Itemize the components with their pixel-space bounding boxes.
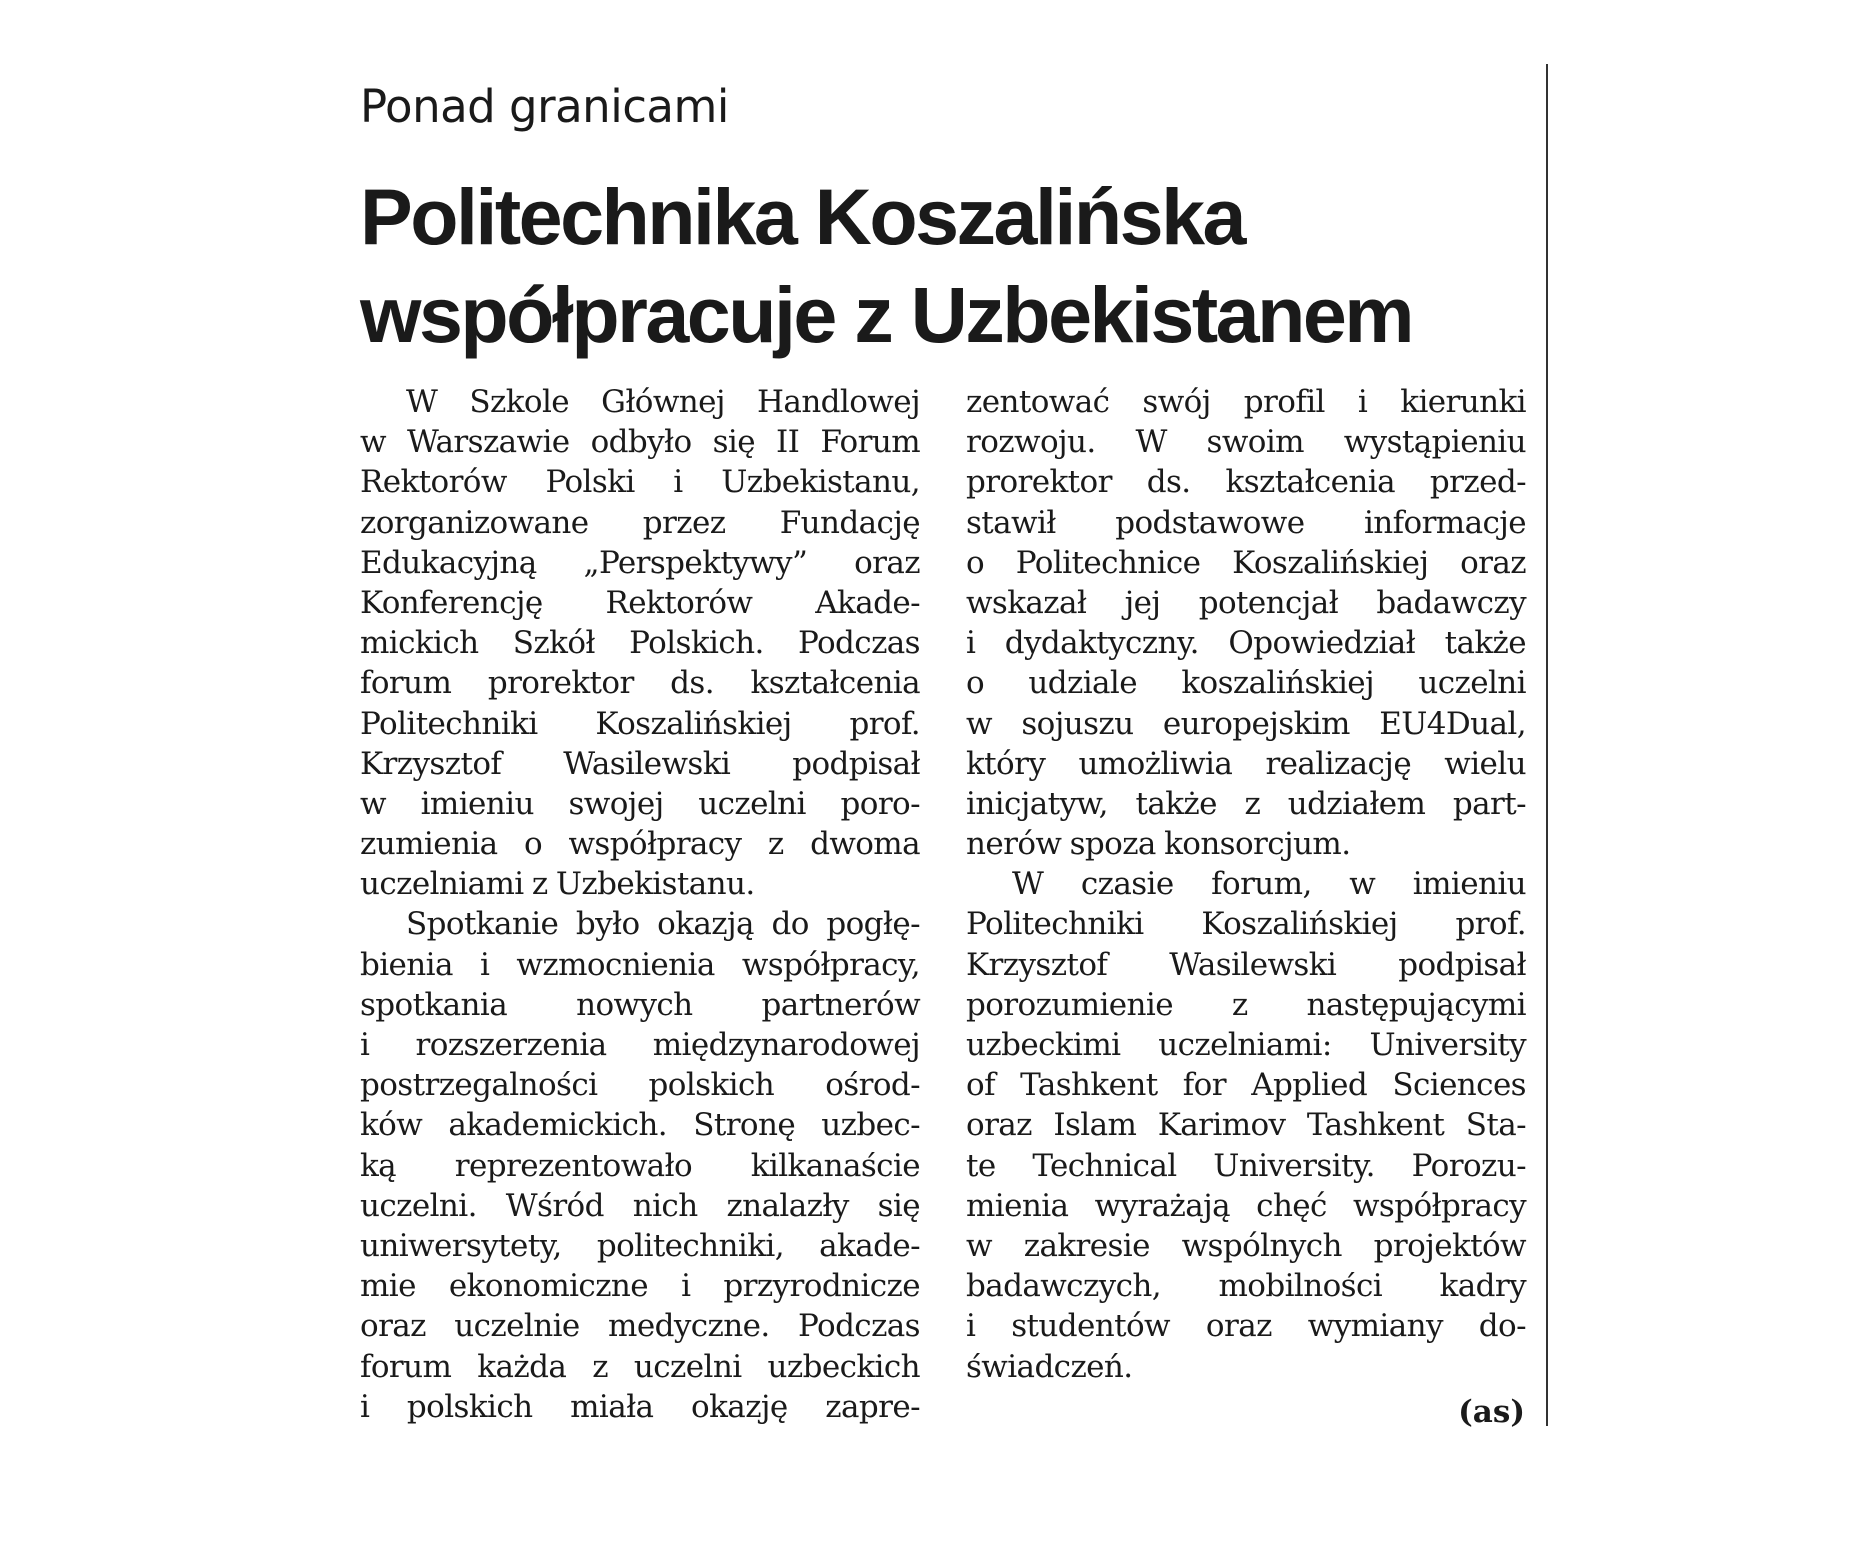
text-line: w zakresie wspólnych projektów: [966, 1227, 1526, 1264]
text-line: Konferencję Rektorów Akade-: [360, 584, 920, 621]
column-rule: [1546, 64, 1548, 1426]
text-line: W Szkole Głównej Handlowej: [406, 384, 920, 420]
text-line: forum prorektor ds. kształcenia: [360, 665, 920, 702]
text-line: uczelni. Wśród nich znalazły się: [360, 1187, 920, 1224]
text-line: oraz Islam Karimov Tashkent Sta-: [966, 1107, 1526, 1144]
text-line: i polskich miała okazję zapre-: [360, 1388, 920, 1425]
text-line: of Tashkent for Applied Sciences: [966, 1067, 1526, 1104]
text-line: Spotkanie było okazją do pogłę-: [406, 906, 920, 943]
text-line: wskazał jej potencjał badawczy: [966, 584, 1526, 621]
text-line: ką reprezentowało kilkanaście: [360, 1147, 920, 1184]
headline-line-1: Politechnika Koszalińska: [360, 172, 1244, 261]
text-line: W czasie forum, w imieniu: [1012, 866, 1526, 903]
text-line: który umożliwia realizację wielu: [966, 745, 1526, 782]
article-headline: [360, 168, 1560, 364]
headline-line-2: współpracuje z Uzbekistanem: [360, 270, 1413, 359]
text-line: forum każda z uczelni uzbeckich: [360, 1348, 920, 1385]
text-line: mienia wyrażają chęć współpracy: [966, 1187, 1526, 1224]
text-line: mickich Szkół Polskich. Podczas: [360, 625, 920, 662]
text-line: i dydaktyczny. Opowiedział także: [966, 625, 1526, 662]
text-line: uzbeckimi uczelniami: University: [966, 1027, 1526, 1063]
text-line: badawczych, mobilności kadry: [966, 1268, 1526, 1305]
text-line: i studentów oraz wymiany do-: [966, 1308, 1526, 1345]
text-line: nerów spoza konsorcjum.: [966, 826, 1351, 863]
text-line: ków akademickich. Stronę uzbec-: [360, 1107, 920, 1144]
text-line: porozumienie z następującymi: [966, 986, 1526, 1023]
text-line: mie ekonomiczne i przyrodnicze: [360, 1268, 920, 1305]
text-line: te Technical University. Porozu-: [966, 1147, 1526, 1184]
text-line: Krzysztof Wasilewski podpisał: [360, 745, 920, 782]
text-line: w sojuszu europejskim EU4Dual,: [966, 705, 1526, 742]
text-line: Rektorów Polski i Uzbekistanu,: [360, 464, 920, 501]
text-line: o Politechnice Koszalińskiej oraz: [966, 544, 1526, 581]
text-line: rozwoju. W swoim wystąpieniu: [966, 424, 1526, 461]
text-line: i rozszerzenia międzynarodowej: [360, 1027, 920, 1063]
text-line: Politechniki Koszalińskiej prof.: [360, 705, 920, 742]
text-line: w imieniu swojej uczelni poro-: [360, 785, 920, 822]
text-line: bienia i wzmocnienia współpracy,: [360, 946, 920, 983]
text-line: oraz uczelnie medyczne. Podczas: [360, 1308, 920, 1345]
text-line: Krzysztof Wasilewski podpisał: [966, 946, 1526, 983]
text-line: zentować swój profil i kierunki: [966, 384, 1526, 420]
text-line: uczelniami z Uzbekistanu.: [360, 866, 755, 903]
text-line: świadczeń.: [966, 1348, 1133, 1385]
text-line: postrzegalności polskich ośrod-: [360, 1067, 920, 1104]
text-line: spotkania nowych partnerów: [360, 986, 920, 1023]
text-line: zorganizowane przez Fundację: [360, 504, 920, 541]
text-line: o udziale koszalińskiej uczelni: [966, 665, 1526, 702]
text-line: inicjatyw, także z udziałem part-: [966, 785, 1526, 822]
article-column-left: [360, 382, 920, 1427]
text-line: zumienia o współpracy z dwoma: [360, 826, 920, 863]
text-line: Edukacyjną „Perspektywy” oraz: [360, 544, 920, 581]
article-column-right: [966, 382, 1526, 1387]
author-signature: (as): [1458, 1394, 1525, 1430]
text-line: w Warszawie odbyło się II Forum: [360, 424, 920, 461]
text-line: stawił podstawowe informacje: [966, 504, 1526, 541]
text-line: uniwersytety, politechniki, akade-: [360, 1227, 920, 1264]
text-line: Politechniki Koszalińskiej prof.: [966, 906, 1526, 943]
text-line: prorektor ds. kształcenia przed-: [966, 464, 1526, 501]
section-kicker: Ponad granicami: [360, 80, 729, 133]
